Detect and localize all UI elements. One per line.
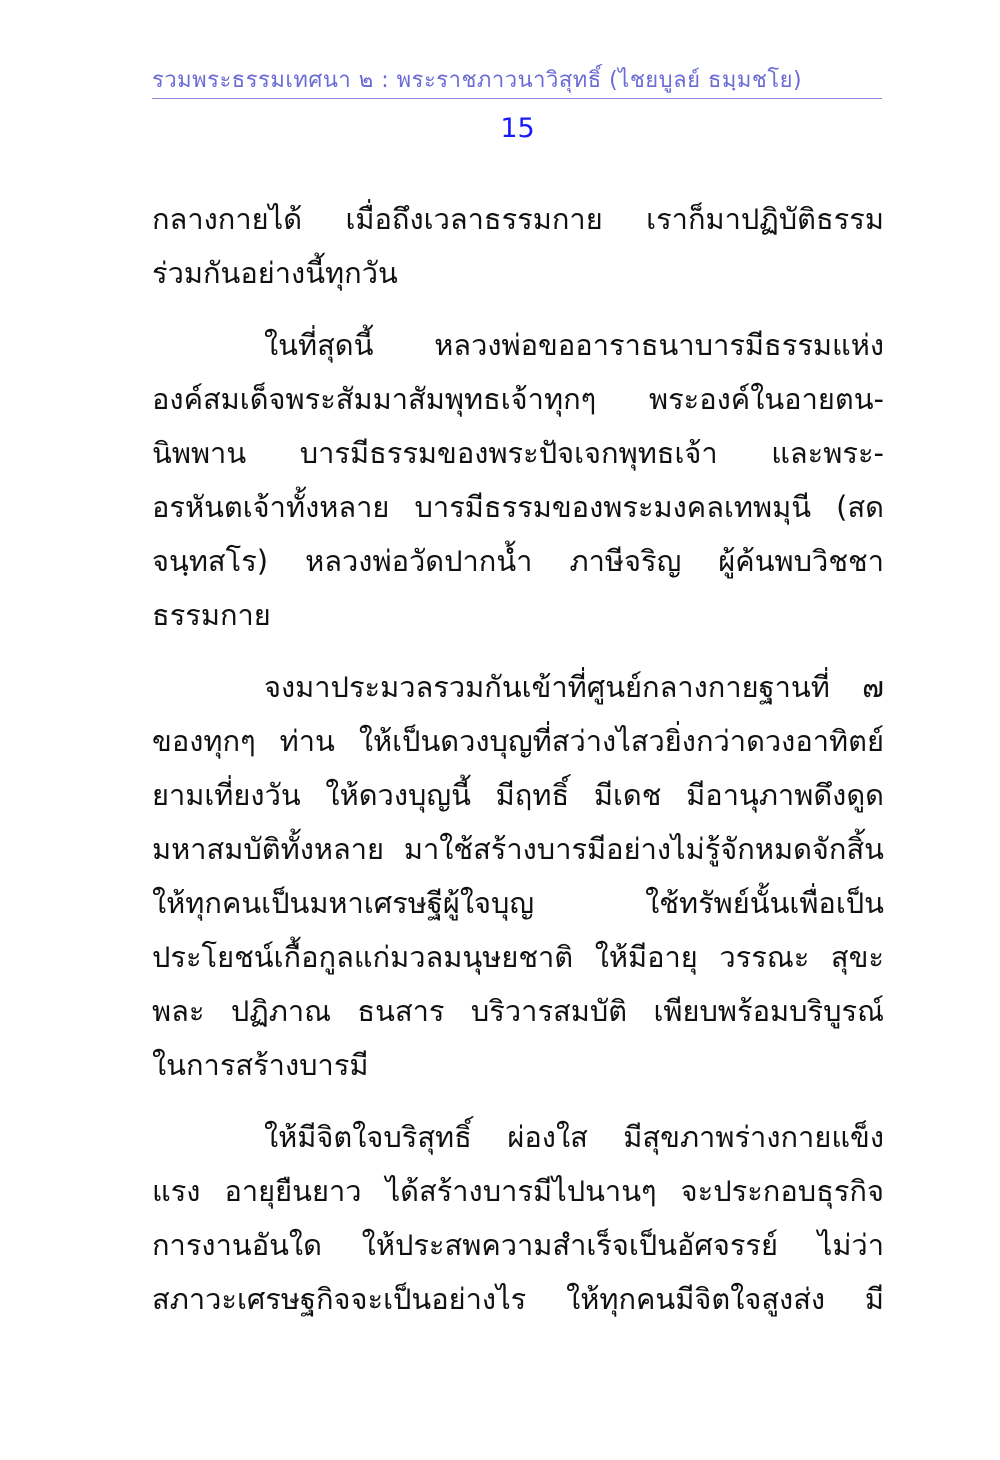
text-line: องค์สมเด็จพระสัมมาสัมพุทธเจ้าทุกๆ พระองค์ในอายตน- xyxy=(152,382,884,416)
running-header: รวมพระธรรมเทศนา ๒ : พระราชภาวนาวิสุทธิ์ (ไชยบูลย์ ธมฺมชโย) xyxy=(152,64,882,99)
text-line: แรง อายุยืนยาว ได้สร้างบารมีไปนานๆ จะประกอบธุรกิจ xyxy=(152,1174,884,1208)
text-line: ในการสร้างบารมี xyxy=(152,1048,369,1082)
text-line: ให้ทุกคนเป็นมหาเศรษฐีผู้ใจบุญ ใช้ทรัพย์นั้นเพื่อเป็น xyxy=(152,886,884,920)
paragraph xyxy=(152,660,884,1092)
paragraph xyxy=(152,318,884,642)
text-line: ร่วมกันอย่างนี้ทุกวัน xyxy=(152,256,398,290)
body-text xyxy=(152,192,884,1326)
text-line: ธรรมกาย xyxy=(152,598,271,632)
text-line: ให้มีจิตใจบริสุทธิ์ ผ่องใส มีสุขภาพร่างกายแข็ง xyxy=(264,1120,884,1154)
text-line: นิพพาน บารมีธรรมของพระปัจเจกพุทธเจ้า และพระ- xyxy=(152,436,884,470)
paragraph xyxy=(152,192,884,300)
text-line: ประโยชน์เกื้อกูลแก่มวลมนุษยชาติ ให้มีอายุ วรรณะ สุขะ xyxy=(152,940,884,974)
page-number: 15 xyxy=(500,113,535,144)
text-line: ในที่สุดนี้ หลวงพ่อขออาราธนาบารมีธรรมแห่ง xyxy=(264,328,884,362)
text-line: ยามเที่ยงวัน ให้ดวงบุญนี้ มีฤทธิ์ มีเดช มีอานุภาพดึงดูด xyxy=(152,778,884,812)
text-line: กลางกายได้ เมื่อถึงเวลาธรรมกาย เราก็มาปฏิบัติธรรม xyxy=(152,202,884,236)
text-line: จนฺทสโร) หลวงพ่อวัดปากน้ำ ภาษีจริญ ผู้ค้นพบวิชชา xyxy=(152,544,884,578)
text-line: พละ ปฏิภาณ ธนสาร บริวารสมบัติ เพียบพร้อมบริบูรณ์ xyxy=(152,994,884,1028)
text-line: ของทุกๆ ท่าน ให้เป็นดวงบุญที่สว่างไสวยิ่งกว่าดวงอาทิตย์ xyxy=(152,724,884,758)
text-line: จงมาประมวลรวมกันเข้าที่ศูนย์กลางกายฐานที่ ๗ xyxy=(264,670,884,704)
paragraph xyxy=(152,1110,884,1326)
text-line: การงานอันใด ให้ประสพความสำเร็จเป็นอัศจรรย์ ไม่ว่า xyxy=(152,1228,884,1262)
text-line: อรหันตเจ้าทั้งหลาย บารมีธรรมของพระมงคลเทพมุนี (สด xyxy=(152,490,884,524)
text-line: สภาวะเศรษฐกิจจะเป็นอย่างไร ให้ทุกคนมีจิตใจสูงส่ง มี xyxy=(152,1282,884,1316)
text-line: มหาสมบัติทั้งหลาย มาใช้สร้างบารมีอย่างไม่รู้จักหมดจักสิ้น xyxy=(152,832,884,866)
